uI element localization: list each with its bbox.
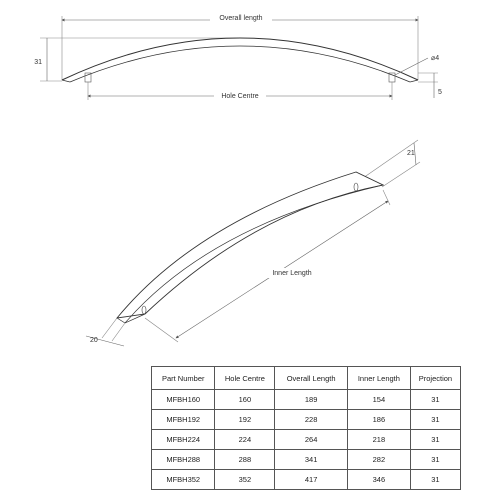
- inner-length-label: Inner Length: [272, 270, 312, 277]
- header-overall-length: Overall Length: [275, 367, 348, 390]
- iso-width-extension-right: [112, 323, 125, 341]
- cell-overall-length: 228: [275, 410, 348, 430]
- iso-height-value: 21: [407, 150, 415, 157]
- table-row: [152, 430, 461, 450]
- cell-part-number: MFBH224: [152, 430, 215, 450]
- cell-hole-centre: 192: [215, 410, 275, 430]
- cell-projection: 31: [410, 470, 460, 490]
- cell-part-number: MFBH192: [152, 410, 215, 430]
- table-row: [152, 450, 461, 470]
- iso-height-extension-top: [360, 140, 418, 180]
- cell-projection: 31: [410, 390, 460, 410]
- cell-inner-length: 218: [347, 430, 410, 450]
- handle-arc-inner: [70, 46, 410, 82]
- header-hole-centre: Hole Centre: [215, 367, 275, 390]
- isometric-view: [86, 140, 420, 346]
- iso-handle-edge: [125, 185, 383, 323]
- header-part-number: Part Number: [152, 367, 215, 390]
- header-inner-length: Inner Length: [347, 367, 410, 390]
- cell-projection: 31: [410, 410, 460, 430]
- cell-part-number: MFBH160: [152, 390, 215, 410]
- cell-overall-length: 341: [275, 450, 348, 470]
- handle-end-right: [410, 80, 418, 82]
- iso-width-value: 20: [90, 337, 98, 344]
- inner-length-extension-right: [383, 190, 390, 205]
- cell-overall-length: 264: [275, 430, 348, 450]
- handle-arc-outer: [62, 38, 418, 80]
- handle-end-left: [62, 80, 70, 82]
- cell-hole-centre: 288: [215, 450, 275, 470]
- cell-projection: 31: [410, 430, 460, 450]
- hole-diameter-label: ⌀4: [431, 55, 440, 62]
- table-header-row: [152, 367, 461, 390]
- header-projection: Projection: [410, 367, 460, 390]
- iso-height-extension-bottom: [382, 162, 420, 187]
- table-row: [152, 410, 461, 430]
- cell-hole-centre: 224: [215, 430, 275, 450]
- cell-inner-length: 282: [347, 450, 410, 470]
- cell-inner-length: 154: [347, 390, 410, 410]
- cell-hole-centre: 160: [215, 390, 275, 410]
- projection-value: 31: [34, 59, 42, 66]
- cell-projection: 31: [410, 450, 460, 470]
- cell-inner-length: 346: [347, 470, 410, 490]
- table-row: [152, 390, 461, 410]
- foot-height-value: 5: [438, 89, 442, 96]
- iso-handle-body: [117, 172, 383, 318]
- cell-inner-length: 186: [347, 410, 410, 430]
- cell-part-number: MFBH352: [152, 470, 215, 490]
- table-row: [152, 470, 461, 490]
- cell-overall-length: 189: [275, 390, 348, 410]
- hole-centre-label: Hole Centre: [221, 93, 259, 100]
- specification-table: [151, 366, 461, 490]
- cell-part-number: MFBH288: [152, 450, 215, 470]
- cell-hole-centre: 352: [215, 470, 275, 490]
- overall-length-label: Overall length: [219, 15, 263, 22]
- cell-overall-length: 417: [275, 470, 348, 490]
- iso-width-extension-left: [102, 318, 117, 338]
- hole-diameter-leader: [395, 58, 428, 75]
- front-view: [34, 13, 442, 101]
- inner-length-extension-left: [145, 318, 178, 342]
